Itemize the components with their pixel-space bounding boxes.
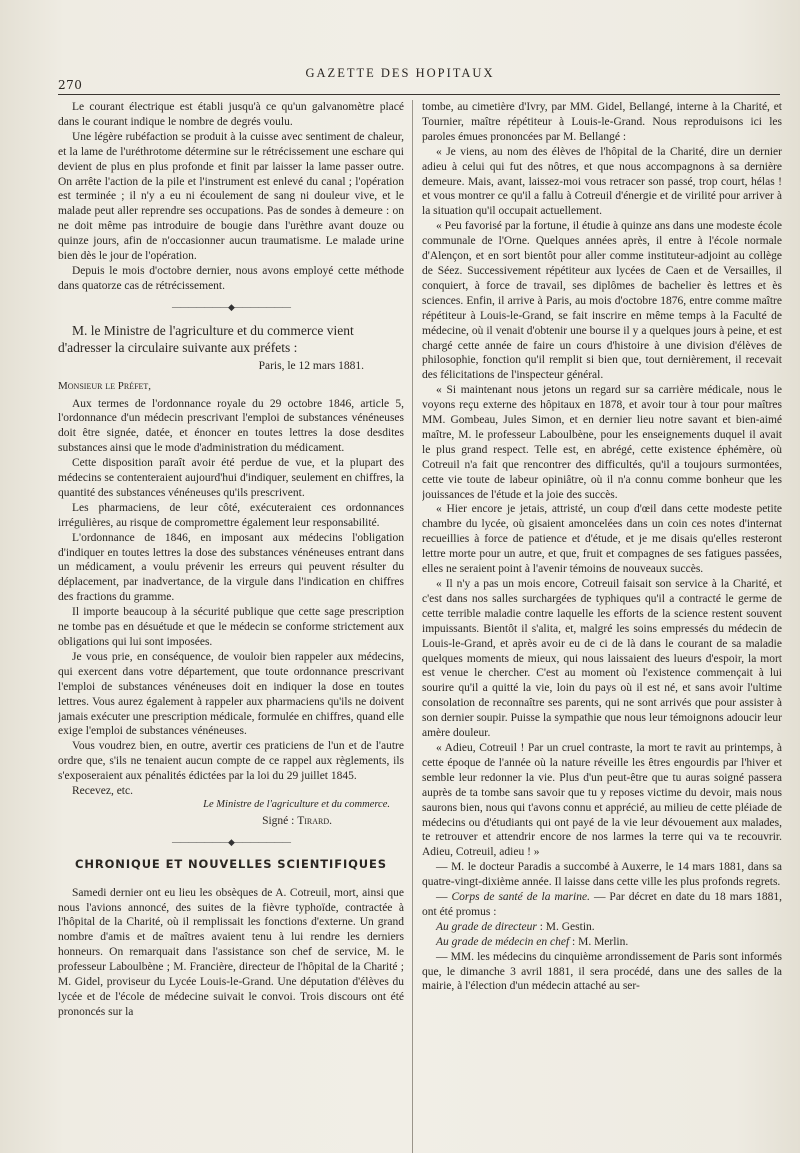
- paragraph: [422, 890, 782, 920]
- italic-heading: Au grade de directeur: [436, 920, 537, 933]
- section-heading: CHRONIQUE ET NOUVELLES SCIENTIFIQUES: [75, 856, 387, 871]
- paragraph: Il importe beaucoup à la sécurité publique que cette sage prescription ne tombe pas en désuétude et que le médecin se conforme strictement aux obligations qui lui sont imposées.: [58, 606, 404, 648]
- signed-label: Signé :: [262, 814, 298, 827]
- paragraph: Samedi dernier ont eu lieu les obsèques de A. Cotreuil, mort, ainsi que nous l'avions annoncé, des suites de la fièvre typhoïde, contractée à l'hôpital de la Charité, où il remplissait les fonctions d'externe. Un grand nombre d'amis et de maîtres avaient tenu à lui rendre les derniers honneurs. On remarquait dans l'assistance son chef de service, M. le professeur Laboulbène ; M. Francière, directeur de l'hôpital de la Charité ; M. Gidel, proviseur du Lycée Louis-le-Grand. Une députation d'élèves du lycée et de l'école de médecine suivait le convoi. Trois discours ont été prononcés sur la: [58, 886, 404, 1018]
- paragraph: « Si maintenant nous jetons un regard sur sa carrière médicale, nous le voyons reçu externe des hôpitaux en 1878, et avoir tour à tour pour maîtres MM. Gombeau, Jules Simon, et en dernier lieu notre savant et bien-aimé maître, M. le professeur Laboulbène, pour les enseignements duquel il avait le plus grand respect. Telle est, en abrégé, cette existence éphémère, où Cotreuil n'a fait que rencontrer des difficultés, qu'il a toujours surmontées, cette vie toute de labeur opiniâtre, où il n'a connu comme bonheur que les jouissances de l'étude et la joie des succès.: [422, 384, 782, 501]
- signatory-role: Le Ministre de l'agriculture et du commerce.: [203, 798, 390, 810]
- text-run: : M. Merlin.: [569, 935, 629, 948]
- left-column: [58, 100, 404, 1153]
- paragraph: Depuis le mois d'octobre dernier, nous avons employé cette méthode dans quatorze cas de rétrécissement.: [58, 264, 404, 292]
- paragraph: [422, 935, 782, 950]
- text-run: : M. Gestin.: [536, 920, 595, 933]
- text-run: — Par décret en date du 18 mars 1881, ont été promus :: [422, 891, 782, 918]
- page-number: 270: [58, 78, 83, 92]
- dateline: Paris, le 12 mars 1881.: [258, 359, 364, 372]
- paragraph: « Peu favorisé par la fortune, il étudie à quinze ans dans une modeste école communale de l'Orne. Quelques années après, il entre à l'école normale d'Alençon, et en sort bientôt pour aller comme instituteur-adjoint au collège de Séez. Successivement répétiteur aux lycées de Caen et de Versailles, il conquiert, à force de travail, ses diplômes de bachelier ès lettres et ès sciences. Enfin, il arrive à Paris, au mois d'octobre 1876, entre comme maître répétiteur à Louis-le-Grand, se fait inscrire en même temps à la Faculté de médecine, où il venait d'obtenir une bourse il y a quelques jours à peine, et est chargé cette année de faire un cours d'histoire à une division d'élèves de philosophie, fonction qu'il remplit si bien que, tout dernièrement, il recevait des félicitations de l'inspecteur général.: [422, 220, 782, 382]
- signature-block: [58, 798, 404, 829]
- paragraph: « Je viens, au nom des élèves de l'hôpital de la Charité, dire un dernier adieu à celui qui fut des nôtres, et que nous accompagnons à sa dernière demeure. Mais, avant, laissez-moi vous retracer son passé, trop court, hélas ! et vous montrer ce qu'il a fallu à Cotreuil d'énergie et de virilité pour arriver à la situation qu'il occupait actuellement.: [422, 145, 782, 218]
- paragraph: [422, 920, 782, 935]
- header-rule: [58, 94, 780, 95]
- running-head: GAZETTE DES HOPITAUX: [305, 66, 495, 80]
- signatory-name-line: [58, 814, 390, 829]
- paragraph: Une légère rubéfaction se produit à la cuisse avec sentiment de chaleur, et la lame de l'uréthrotome détermine sur le rétrécissement une eschare qui devient de plus en plus profonde et finit par laisser la lame passer outre. On arrête l'action de la pile et l'instrument est enlevé du canal ; l'opération est terminée ; il n'y a eu ni écoulement de sang ni douleur vive, et le malade peut aller reprendre ses occupations. Pas de sondes à demeure : on ne doit même pas introduire de bougie dans l'urèthre avant douze ou quinze jours, afin de n'occasionner aucun traumatisme. Le malade urine bien dès le jour de l'opération.: [58, 130, 404, 263]
- section-separator: ———————◆———————: [172, 836, 290, 847]
- dash-lead: —: [436, 891, 452, 904]
- paragraph: Vous voudrez bien, en outre, avertir ces praticiens de l'un et de l'autre ordre que, s'ils ne tenaient aucun compte de ce rappel aux règlements, ils s'exposeraient aux pénalités édictées par la loi du 29 juillet 1845.: [58, 740, 404, 783]
- paragraph: — M. le docteur Paradis a succombé à Auxerre, le 14 mars 1881, dans sa quatre-vingt-dixième année. Il laisse dans cette ville les plus profonds regrets.: [422, 861, 782, 889]
- section-separator: ———————◆———————: [172, 301, 290, 312]
- paragraph: Les pharmaciens, de leur côté, exécuteraient ces ordonnances irrégulières, au risque de compromettre également leur responsabilité.: [58, 501, 404, 529]
- closing-line: Recevez, etc.: [72, 785, 133, 798]
- paragraph: « Hier encore je jetais, attristé, un coup d'œil dans cette modeste petite chambre du lycée, où gisaient amoncelées dans un coin ces notes d'internat recueillies à force de patience et d'étude, et je me disais qu'elles resteront lettre morte pour un autre, et que, fruit et compagnes de ses fatigues passées, elles ne seraient point à l'avenir témoins de nouveaux succès.: [422, 503, 782, 576]
- signatory-name: Tirard.: [297, 814, 332, 827]
- paragraph: « Il n'y a pas un mois encore, Cotreuil faisait son service à la Charité, et c'est dans nos salles surchargées de typhiques qu'il a contracté le germe de cette terrible maladie contre laquelle les efforts de la science restent souvent impuissants. Bientôt il s'alita, et, malgré les soins empressés du médecin de Louis-le-Grand, et après avoir eu de ci de là dans le courant de sa maladie quelques moments de mieux, qui nous laissaient des lueurs d'espoir, la mort est venue le chercher. C'est au moment où l'existence commençait à lui sourire qu'il a quitté la vie, loin du pays où il est né, et sans avoir l'ultime consolation de reconnaître ses parents, qui ne sont arrivés que pour assister à son dernier soupir. Puisse la sympathie que nous leur témoignons adoucir leur amère douleur.: [422, 578, 782, 740]
- paragraph: — MM. les médecins du cinquième arrondissement de Paris sont informés que, le dimanche 3 avril 1881, il sera procédé, dans une des salles de la mairie, à l'élection d'un médecin attaché au ser-: [422, 950, 782, 993]
- column-divider: [412, 100, 413, 1153]
- paragraph: L'ordonnance de 1846, en imposant aux médecins l'obligation d'indiquer en toutes lettres la dose des substances vénéneuses entrant dans un médicament, a voulu prévenir les erreurs qui peuvent résulter du déplacement, par inadvertance, de la virgule dans l'indication en chiffres des fractions du gramme.: [58, 531, 404, 604]
- salutation: Monsieur le Préfet,: [58, 379, 152, 392]
- paragraph: « Adieu, Cotreuil ! Par un cruel contraste, la mort te ravit au printemps, à cette époque de l'année où la nature réveille les êtres engourdis par l'hiver et semble leur redonner la vie. Plus d'un peut-être que tu auras soigné passera auprès de ta tombe sans savoir que tu y reposes victime du devoir, mais nous saurons bien, nous qui t'avons connu et apprécié, au milieu de cette pléiade de médecins ou d'étudiants qui ont payé de la vie leur dévouement aux malades, te retrouver et attendrir encore de nos larmes la terre qui va te recouvrir. Adieu, Cotreuil, adieu ! »: [422, 741, 782, 859]
- italic-heading: Au grade de médecin en chef: [436, 935, 570, 948]
- paragraph: Le courant électrique est établi jusqu'à ce qu'un galvanomètre placé dans le courant indique le nombre de degrés voulu.: [58, 101, 404, 128]
- italic-heading: Corps de santé de la marine.: [451, 891, 590, 904]
- paragraph: tombe, au cimetière d'Ivry, par MM. Gidel, Bellangé, interne à la Charité, et Tournier, maître répétiteur à Louis-le-Grand. Nous reproduisons ici les paroles émues prononcées par M. Bellangé :: [422, 101, 782, 143]
- article-title: M. le Ministre de l'agriculture et du commerce vient d'adresser la circulaire suivante aux préfets :: [58, 322, 354, 355]
- right-column: [422, 100, 782, 1153]
- paragraph: Cette disposition paraît avoir été perdue de vue, et la plupart des médecins se contenteraient aujourd'hui d'indiquer, seulement en chiffres, la quantité des substances vénéneuses qu'ils prescrivent.: [58, 457, 404, 499]
- paragraph: Aux termes de l'ordonnance royale du 29 octobre 1846, article 5, l'ordonnance d'un médecin prescrivant l'emploi de substances vénéneuses doit être signée, datée, et énoncer en toutes lettres la dose desdites substances ainsi que le mode d'administration du médicament.: [58, 397, 404, 455]
- paragraph: Je vous prie, en conséquence, de vouloir bien rappeler aux médecins, qui exercent dans votre département, que toute ordonnance prescrivant l'emploi de substances vénéneuses doit en indiquer la dose en toutes lettres. Vous aurez également à rappeler aux pharmaciens qu'ils ne doivent jamais exécuter une prescription médicale, formulée en chiffres, quand elle exige l'emploi de substances vénéneuses.: [58, 650, 404, 738]
